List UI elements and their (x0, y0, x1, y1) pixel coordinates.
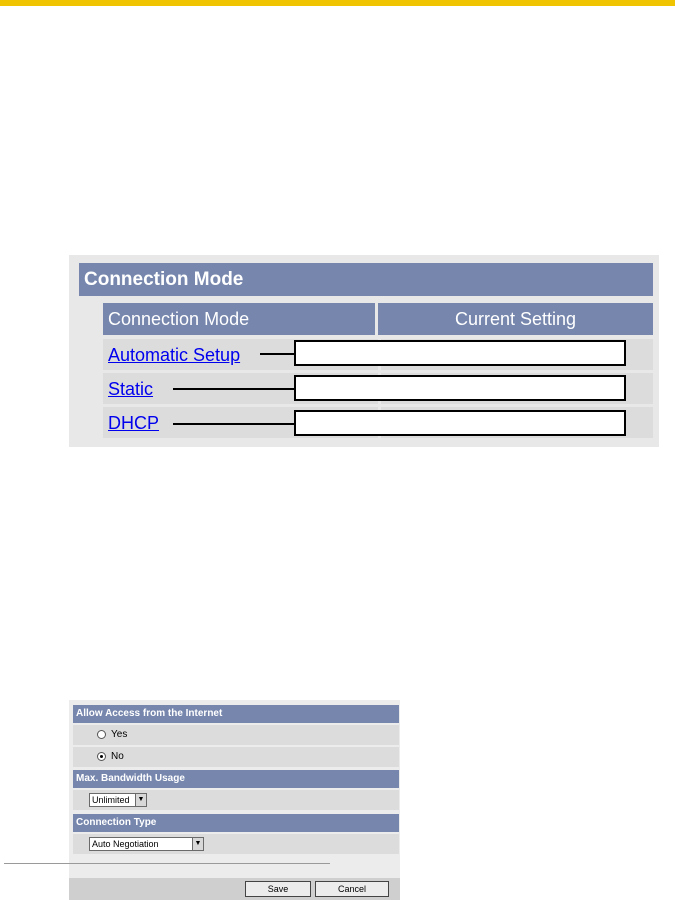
bandwidth-select[interactable] (89, 793, 147, 807)
connection-type-select[interactable] (89, 837, 204, 851)
form-divider (4, 863, 330, 864)
no-radio[interactable] (97, 752, 106, 761)
cancel-button[interactable]: Cancel (315, 881, 389, 897)
settings-form-panel (69, 700, 400, 900)
callout-box (294, 410, 626, 436)
callout-line (173, 388, 295, 390)
option-row-no (73, 747, 399, 767)
callout-line (173, 423, 295, 425)
connection-type-select-value: Auto Negotiation (92, 839, 159, 849)
callout-line (260, 353, 295, 355)
bandwidth-row (73, 790, 399, 810)
automatic-setup-link[interactable]: Automatic Setup (108, 345, 241, 365)
column-header-current-setting: Current Setting (378, 303, 653, 335)
callout-box (294, 340, 626, 366)
allow-access-heading: Allow Access from the Internet (73, 705, 399, 723)
save-button[interactable]: Save (245, 881, 311, 897)
callout-box (294, 375, 626, 401)
yes-radio-label: Yes (111, 729, 128, 740)
bandwidth-heading: Max. Bandwidth Usage (73, 770, 399, 788)
top-accent-bar (0, 0, 675, 6)
static-link[interactable]: Static (108, 379, 154, 399)
dhcp-link[interactable]: DHCP (108, 413, 160, 433)
column-header-connection-mode: Connection Mode (103, 303, 375, 335)
connection-type-row (73, 834, 399, 854)
dropdown-arrow-icon: ▼ (135, 794, 146, 806)
no-radio-label: No (111, 751, 124, 762)
form-footer (69, 878, 400, 900)
dropdown-arrow-icon: ▼ (192, 838, 203, 850)
connection-mode-title: Connection Mode (79, 263, 653, 296)
bandwidth-select-value: Unlimited (92, 795, 130, 805)
connection-type-heading: Connection Type (73, 814, 399, 832)
option-row-yes (73, 725, 399, 745)
yes-radio[interactable] (97, 730, 106, 739)
